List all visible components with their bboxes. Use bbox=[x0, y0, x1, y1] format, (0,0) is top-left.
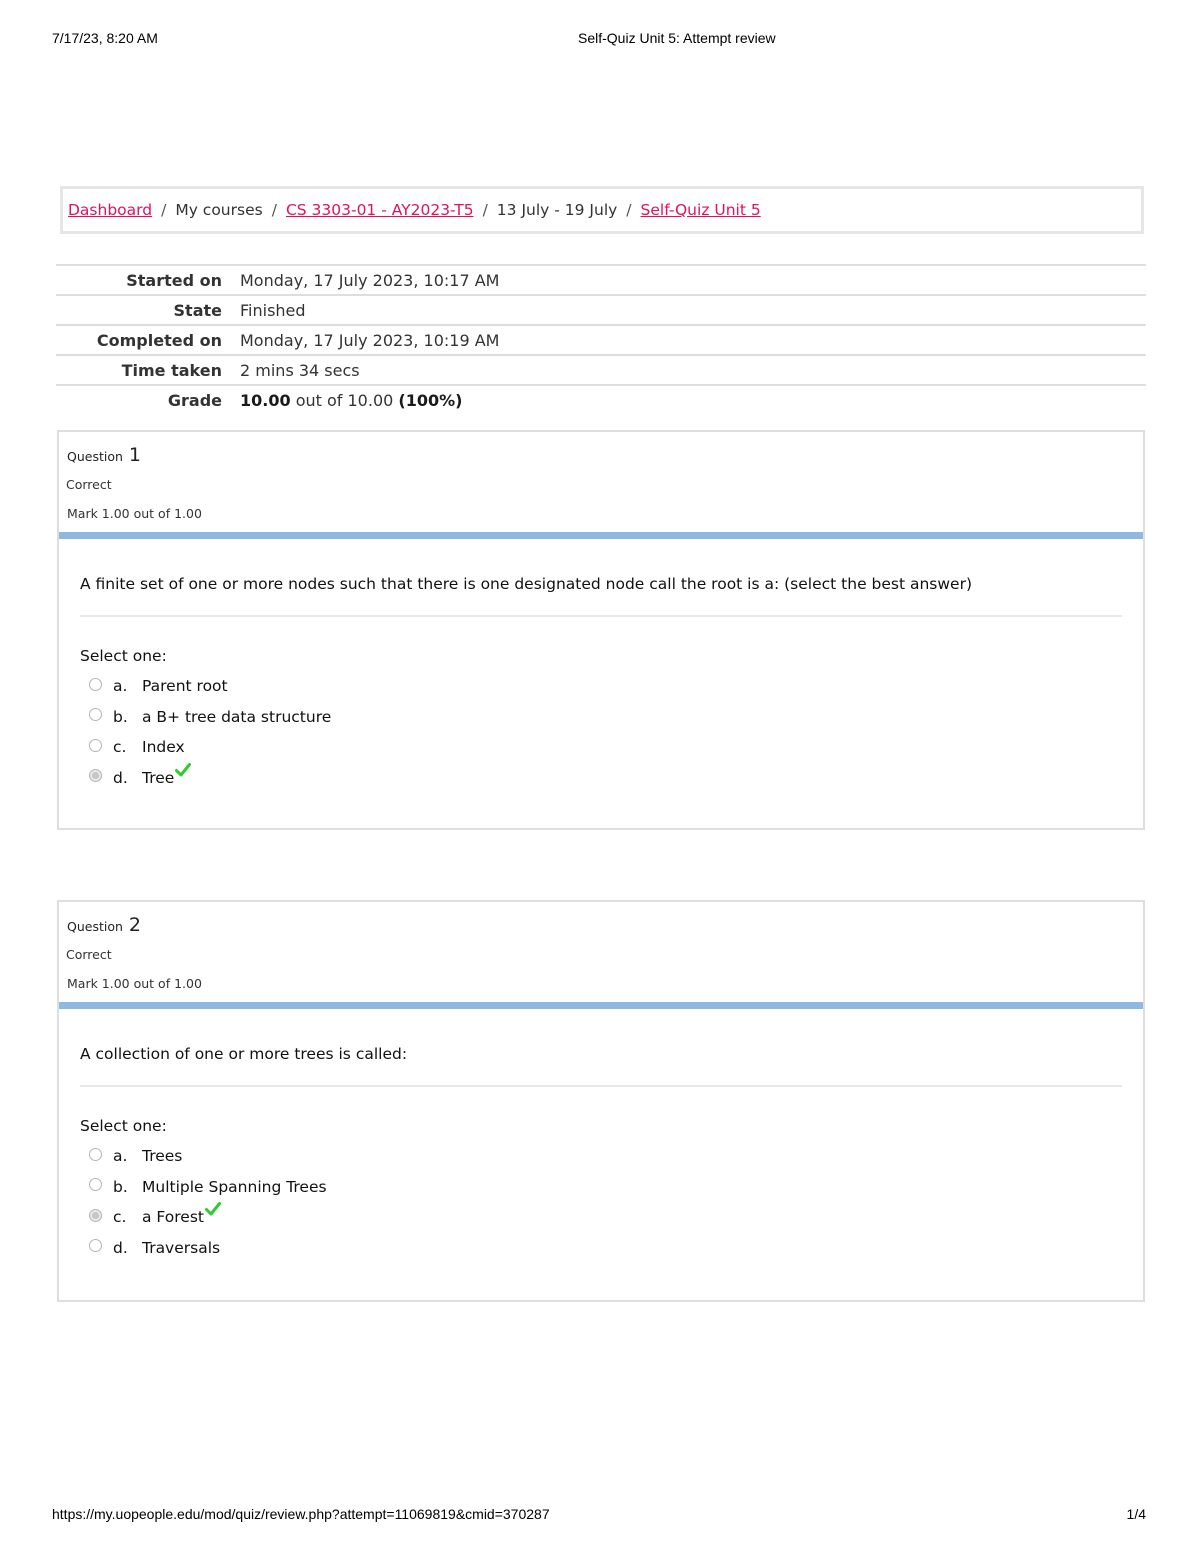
question-number bbox=[67, 914, 141, 936]
radio-button[interactable] bbox=[89, 1178, 102, 1191]
breadcrumb-quiz[interactable]: Self-Quiz Unit 5 bbox=[640, 201, 761, 219]
summary-label: Grade bbox=[167, 390, 222, 410]
radio-button[interactable] bbox=[89, 739, 102, 752]
question-mark: Mark 1.00 out of 1.00 bbox=[67, 506, 202, 521]
print-title: Self-Quiz Unit 5: Attempt review bbox=[578, 30, 776, 46]
grade-percent: (100%) bbox=[398, 390, 463, 410]
question-state: Correct bbox=[66, 947, 112, 962]
option-letter: b. bbox=[113, 1177, 128, 1196]
question-content bbox=[59, 539, 1143, 793]
option-letter: a. bbox=[113, 677, 128, 696]
option-letter: a. bbox=[113, 1147, 128, 1166]
question-card bbox=[57, 430, 1145, 830]
radio-button-selected[interactable] bbox=[89, 769, 102, 782]
question-number-value: 2 bbox=[128, 914, 141, 936]
summary-value: 2 mins 34 secs bbox=[240, 360, 360, 380]
answer-options bbox=[80, 1141, 1122, 1263]
grade-score: 10.00 bbox=[240, 390, 291, 410]
breadcrumb-separator: / bbox=[482, 201, 488, 219]
question-info bbox=[59, 902, 1143, 1002]
summary-value: Monday, 17 July 2023, 10:17 AM bbox=[240, 270, 500, 290]
answer-option[interactable] bbox=[80, 671, 1122, 702]
summary-label: Started on bbox=[126, 270, 222, 290]
answer-option[interactable] bbox=[80, 1233, 1122, 1264]
print-url: https://my.uopeople.edu/mod/quiz/review.php?attempt=11069819&cmid=370287 bbox=[52, 1506, 550, 1522]
option-text: a Forest bbox=[142, 1208, 204, 1227]
print-date: 7/17/23, 8:20 AM bbox=[52, 30, 158, 46]
option-text: Trees bbox=[142, 1147, 183, 1166]
question-state: Correct bbox=[66, 477, 112, 492]
radio-button[interactable] bbox=[89, 1148, 102, 1161]
breadcrumb-dashboard[interactable]: Dashboard bbox=[68, 201, 153, 219]
attempt-summary bbox=[56, 264, 1146, 414]
breadcrumb-separator: / bbox=[161, 201, 167, 219]
option-text: Multiple Spanning Trees bbox=[142, 1177, 327, 1196]
question-text: A finite set of one or more nodes such that there is one designated node call the root is a: (select the best answer) bbox=[80, 539, 1122, 617]
radio-button[interactable] bbox=[89, 708, 102, 721]
question-prefix: Question bbox=[67, 449, 123, 464]
question-card bbox=[57, 900, 1145, 1302]
breadcrumb-my-courses: My courses bbox=[175, 201, 263, 219]
breadcrumb-course[interactable]: CS 3303-01 - AY2023-T5 bbox=[285, 201, 474, 219]
question-prefix: Question bbox=[67, 919, 123, 934]
option-text: Traversals bbox=[142, 1238, 221, 1257]
question-info bbox=[59, 432, 1143, 532]
check-icon bbox=[205, 1202, 221, 1220]
answer-option[interactable] bbox=[80, 702, 1122, 733]
question-text: A collection of one or more trees is called: bbox=[80, 1009, 1122, 1087]
radio-button[interactable] bbox=[89, 678, 102, 691]
summary-value: Finished bbox=[240, 300, 306, 320]
question-divider bbox=[59, 532, 1143, 539]
breadcrumb-week: 13 July - 19 July bbox=[496, 201, 618, 219]
option-text: a B+ tree data structure bbox=[142, 707, 332, 726]
grade-out-of: out of 10.00 bbox=[295, 390, 394, 410]
question-divider bbox=[59, 1002, 1143, 1009]
option-letter: d. bbox=[113, 1238, 128, 1257]
summary-label: State bbox=[173, 300, 222, 320]
print-page-number: 1/4 bbox=[1126, 1506, 1146, 1522]
answer-option-selected[interactable] bbox=[80, 763, 1122, 794]
answer-option[interactable] bbox=[80, 732, 1122, 763]
option-letter: c. bbox=[113, 738, 127, 757]
option-letter: c. bbox=[113, 1208, 127, 1227]
summary-row-completed bbox=[56, 326, 1146, 356]
radio-button[interactable] bbox=[89, 1239, 102, 1252]
question-number bbox=[67, 444, 141, 466]
radio-button-selected[interactable] bbox=[89, 1209, 102, 1222]
option-text: Index bbox=[142, 738, 185, 757]
summary-row-grade bbox=[56, 386, 1146, 414]
answer-option[interactable] bbox=[80, 1172, 1122, 1203]
question-content bbox=[59, 1009, 1143, 1263]
summary-row-state bbox=[56, 296, 1146, 326]
option-letter: d. bbox=[113, 768, 128, 787]
summary-row-time bbox=[56, 356, 1146, 386]
answer-option-selected[interactable] bbox=[80, 1202, 1122, 1233]
breadcrumb-separator: / bbox=[626, 201, 632, 219]
select-one-label: Select one: bbox=[80, 647, 167, 665]
select-one-label: Select one: bbox=[80, 1117, 167, 1135]
summary-value: Monday, 17 July 2023, 10:19 AM bbox=[240, 330, 500, 350]
option-text: Tree bbox=[142, 768, 175, 787]
summary-row-started bbox=[56, 266, 1146, 296]
option-letter: b. bbox=[113, 707, 128, 726]
question-mark: Mark 1.00 out of 1.00 bbox=[67, 976, 202, 991]
answer-options bbox=[80, 671, 1122, 793]
breadcrumb-separator: / bbox=[271, 201, 277, 219]
check-icon bbox=[175, 763, 191, 781]
breadcrumb bbox=[60, 186, 1144, 234]
grade-value bbox=[240, 391, 462, 410]
option-text: Parent root bbox=[142, 677, 228, 696]
question-number-value: 1 bbox=[128, 444, 141, 466]
answer-option[interactable] bbox=[80, 1141, 1122, 1172]
summary-label: Completed on bbox=[96, 330, 222, 350]
summary-label: Time taken bbox=[121, 360, 222, 380]
